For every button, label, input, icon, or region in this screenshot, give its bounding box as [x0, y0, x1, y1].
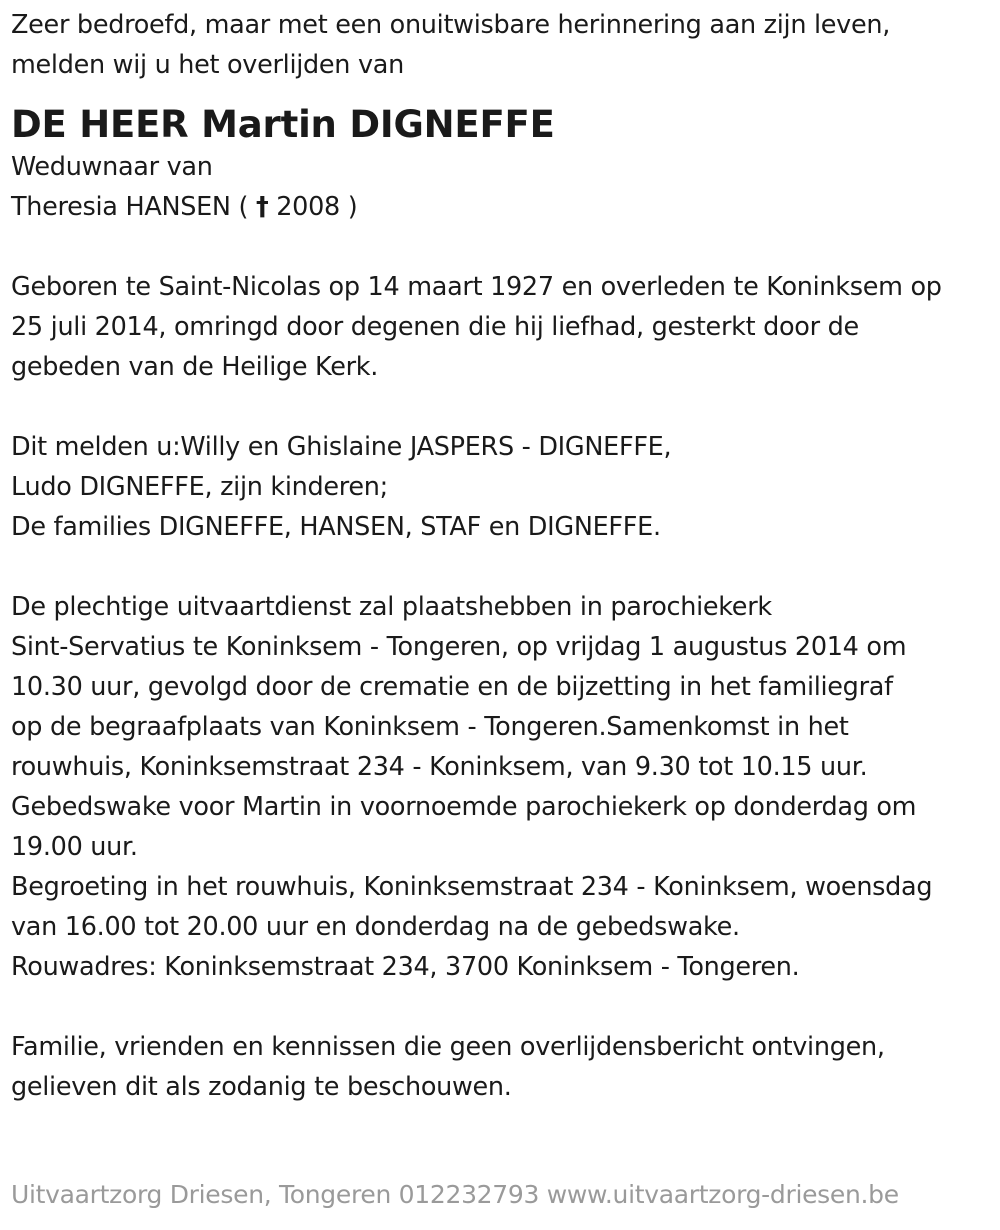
service-line: 19.00 uur.: [11, 832, 138, 862]
service-line: De plechtige uitvaartdienst zal plaatshebben in parochiekerk: [11, 592, 772, 622]
service-line: op de begraafplaats van Koninksem - Tongeren.Samenkomst in het: [11, 712, 849, 742]
service-line: van 16.00 tot 20.00 uur en donderdag na de gebedswake.: [11, 912, 740, 942]
spouse-label: Weduwnaar van: [11, 152, 213, 182]
spouse-name-prefix: Theresia HANSEN (: [11, 192, 256, 222]
death-notice: [11, 0, 996, 1107]
birth-death-section: [11, 267, 996, 387]
service-line: Gebedswake voor Martin in voornoemde parochiekerk op donderdag om: [11, 792, 917, 822]
service-line: Begroeting in het rouwhuis, Koninksemstraat 234 - Koninksem, woensdag: [11, 872, 933, 902]
service-line: rouwhuis, Koninksemstraat 234 - Koninksem, van 9.30 tot 10.15 uur.: [11, 752, 868, 782]
service-line: 10.30 uur, gevolgd door de crematie en de bijzetting in het familiegraf: [11, 672, 893, 702]
spouse-name: [11, 187, 996, 227]
cross-icon: †: [255, 192, 269, 222]
family-line: Dit melden u:Willy en Ghislaine JASPERS - DIGNEFFE,: [11, 432, 672, 462]
closing-line: Familie, vrienden en kennissen die geen overlijdensbericht ontvingen,: [11, 1032, 885, 1062]
birth-death-line: gebeden van de Heilige Kerk.: [11, 352, 379, 382]
closing-section: [11, 1027, 996, 1107]
service-section: [11, 587, 996, 987]
family-line: Ludo DIGNEFFE, zijn kinderen;: [11, 472, 388, 502]
closing-line: gelieven dit als zodanig te beschouwen.: [11, 1072, 512, 1102]
intro-section: [11, 5, 996, 85]
family-line: De families DIGNEFFE, HANSEN, STAF en DIGNEFFE.: [11, 512, 661, 542]
service-line: Sint-Servatius te Koninksem - Tongeren, op vrijdag 1 augustus 2014 om: [11, 632, 907, 662]
intro-line: Zeer bedroefd, maar met een onuitwisbare herinnering aan zijn leven,: [11, 10, 891, 40]
service-line: Rouwadres: Koninksemstraat 234, 3700 Koninksem - Tongeren.: [11, 952, 800, 982]
deceased-name: DE HEER Martin DIGNEFFE: [11, 103, 555, 146]
intro-line: melden wij u het overlijden van: [11, 50, 404, 80]
spouse-death-year: 2008 ): [268, 192, 358, 222]
family-section: [11, 427, 996, 547]
birth-death-line: Geboren te Saint-Nicolas op 14 maart 1927 en overleden te Koninksem op: [11, 272, 942, 302]
birth-death-line: 25 juli 2014, omringd door degenen die hij liefhad, gesterkt door de: [11, 312, 859, 342]
spouse-section: [11, 147, 996, 227]
funeral-home-footer: Uitvaartzorg Driesen, Tongeren 012232793 www.uitvaartzorg-driesen.be: [11, 1180, 899, 1209]
